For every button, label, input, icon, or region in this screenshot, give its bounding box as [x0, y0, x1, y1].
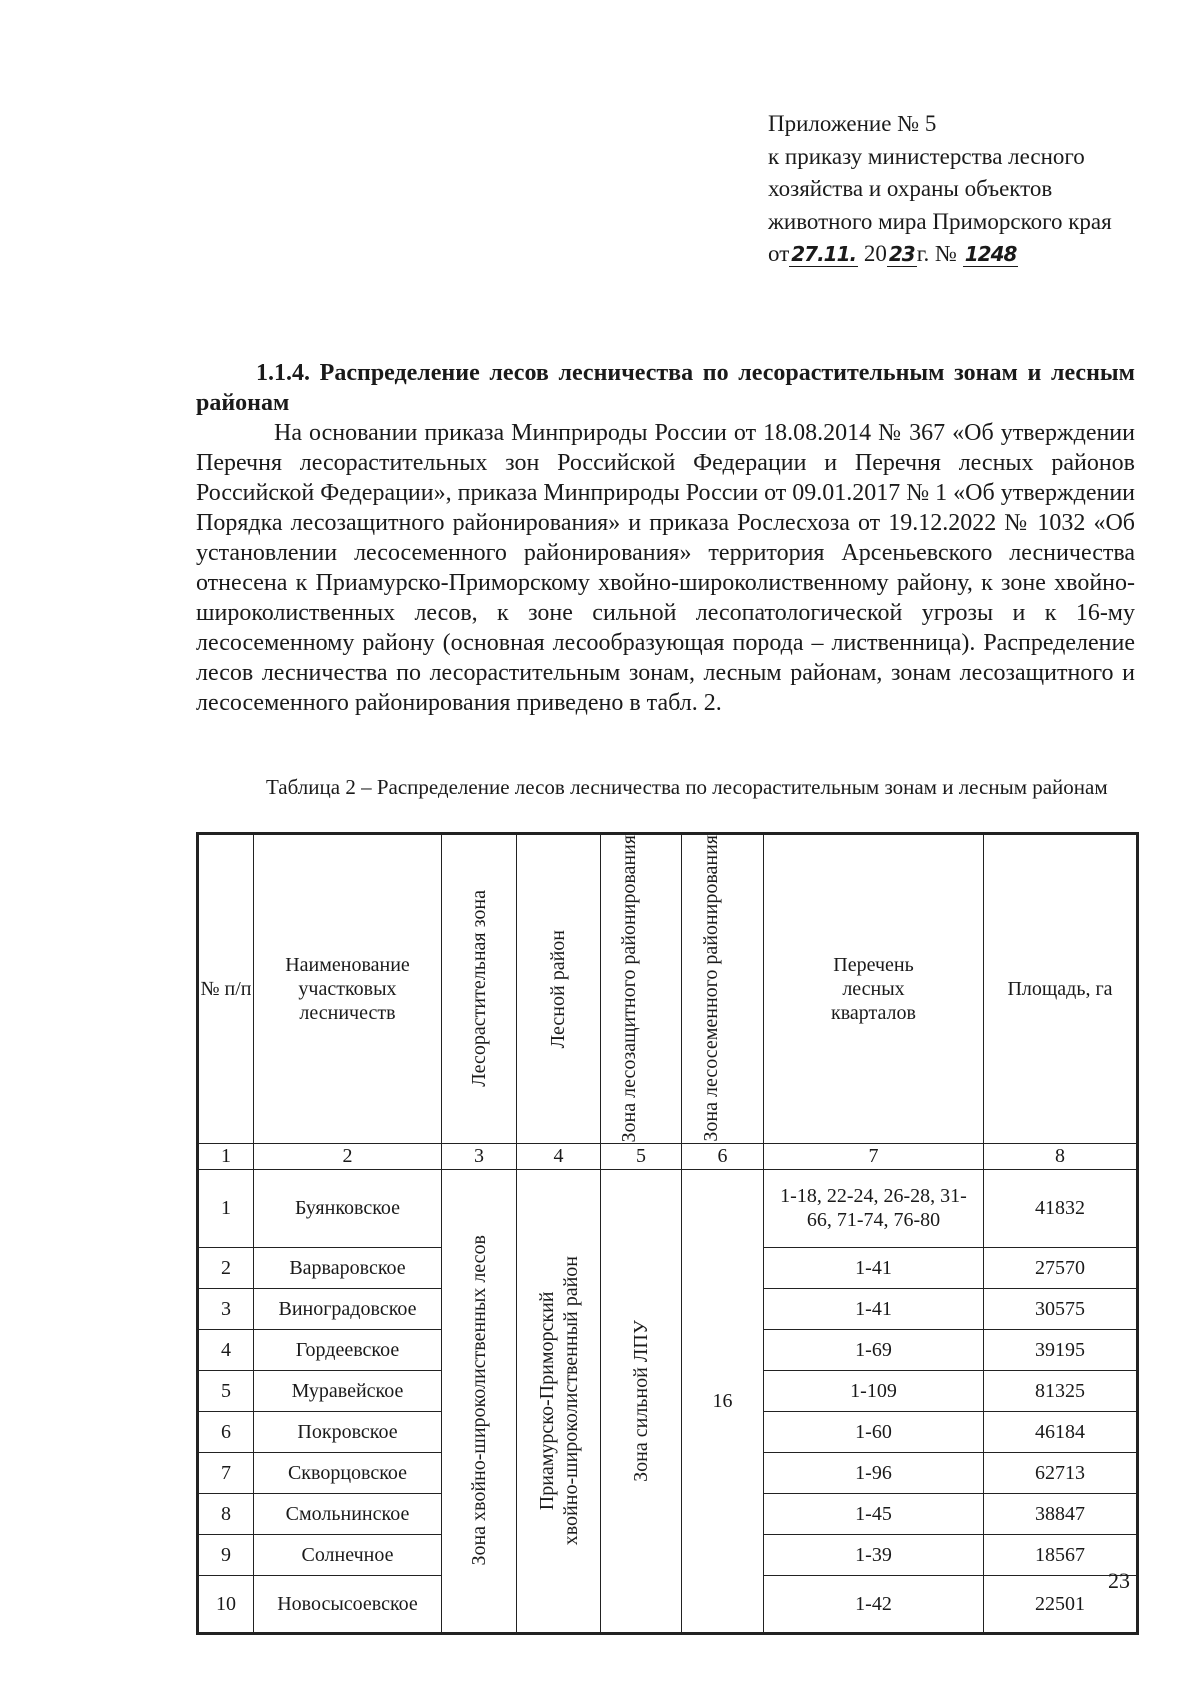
row-name: Новосысоевское: [254, 1575, 442, 1633]
row-name: Смольнинское: [254, 1493, 442, 1534]
row-quarters: 1-18, 22-24, 26-28, 31-66, 71-74, 76-80: [764, 1169, 984, 1247]
appendix-title: Приложение № 5: [768, 111, 937, 136]
section-paragraph: На основании приказа Минприроды России от 18.08.2014 № 367 «Об утверждении Перечня лесорастительных зон Российской Федерации и Перечня лесных районов Российской Федерации», приказа Минприроды России от 09.01.2017 № 1 «Об утверждении Порядка лесозащитного районирования» и приказа Рослесхоза от 19.12.2022 № 1032 «Об установлении лесосеменного районирования» территория Арсеньевского лесничества отнесена к Приамурско-Приморскому хвойно-широколиственному району, к зоне хвойно-широколиственных лесов, к зоне сильной лесопатологической угрозы и к 16-му лесосеменному району (основная лесообразующая порода – лиственница). Распределение лесов лесничества по лесорастительным зонам, лесным районам, зонам лесозащитного и лесосеменного районирования приведено в табл. 2.: [196, 420, 1136, 716]
row-number: 9: [198, 1534, 254, 1575]
col-number: 8: [984, 1143, 1138, 1169]
row-name: Варваровское: [254, 1247, 442, 1288]
header-num: № п/п: [198, 834, 254, 1144]
row-number: 1: [198, 1169, 254, 1247]
header-district-text: Лесной район: [547, 929, 569, 1048]
year-suffix: г. №: [916, 241, 957, 266]
row-area: 38847: [984, 1493, 1138, 1534]
row-number: 7: [198, 1452, 254, 1493]
row-number: 2: [198, 1247, 254, 1288]
row-number: 4: [198, 1329, 254, 1370]
row-area: 22501: [984, 1575, 1138, 1633]
row-area: 62713: [984, 1452, 1138, 1493]
merged-district-line-2: хвойно-широколиственный район: [559, 1255, 582, 1546]
merged-zone-text: Зона хвойно-широколиственных лесов: [468, 1235, 490, 1566]
row-name: Буянковское: [254, 1169, 442, 1247]
handwritten-number: 1248: [964, 242, 1017, 266]
appendix-line-2: к приказу министерства лесного: [768, 143, 1085, 169]
row-area: 30575: [984, 1288, 1138, 1329]
appendix-line-4: животного мира Приморского края: [768, 208, 1112, 234]
row-quarters: 1-109: [764, 1370, 984, 1411]
header-area: Площадь, га: [984, 834, 1138, 1144]
merged-district-cell: [517, 1169, 601, 1633]
appendix-block: [768, 108, 1168, 271]
merged-seed-zone-cell: 16: [682, 1169, 764, 1633]
row-quarters: 1-39: [764, 1534, 984, 1575]
row-number: 8: [198, 1493, 254, 1534]
row-name: Солнечное: [254, 1534, 442, 1575]
merged-district-line-1: Приамурско-Приморский: [535, 1291, 558, 1510]
handwritten-date: 27.11.: [791, 242, 857, 266]
merged-protect-zone-text: Зона сильной ЛПУ: [630, 1319, 652, 1482]
row-name: Скворцовское: [254, 1452, 442, 1493]
merged-district-text: [535, 1256, 583, 1545]
page-number: 23: [1108, 1568, 1130, 1593]
row-number: 6: [198, 1411, 254, 1452]
row-quarters: 1-96: [764, 1452, 984, 1493]
col-number: 3: [442, 1143, 517, 1169]
row-number: 3: [198, 1288, 254, 1329]
row-quarters: 1-69: [764, 1329, 984, 1370]
section-heading: 1.1.4. Распределение лесов лесничества по лесорастительным зонам и лесным районам: [196, 360, 1135, 416]
header-protect-zone: [601, 834, 682, 1144]
column-number-row: [198, 1143, 1138, 1169]
row-name: Виноградовское: [254, 1288, 442, 1329]
row-quarters: 1-41: [764, 1247, 984, 1288]
row-area: 18567: [984, 1534, 1138, 1575]
header-zone: [442, 834, 517, 1144]
merged-zone-cell: [442, 1169, 517, 1633]
row-name: Покровское: [254, 1411, 442, 1452]
col-number: 4: [517, 1143, 601, 1169]
col-number: 5: [601, 1143, 682, 1169]
handwritten-year: 23: [888, 242, 915, 266]
row-name: Муравейское: [254, 1370, 442, 1411]
header-district: [517, 834, 601, 1144]
header-quarters: Перечень лесных кварталов: [764, 834, 984, 1144]
table-caption: Таблица 2 – Распределение лесов лесничества по лесорастительным зонам и лесным районам: [266, 775, 1108, 799]
col-number: 1: [198, 1143, 254, 1169]
table-row: [198, 1169, 1138, 1247]
row-area: 41832: [984, 1169, 1138, 1247]
header-name: Наименование участковых лесничеств: [254, 834, 442, 1144]
year-prefix: 20: [863, 241, 887, 266]
row-quarters: 1-41: [764, 1288, 984, 1329]
header-protect-zone-text: Зона лесозащитного районирования: [618, 835, 640, 1143]
row-name: Гордеевское: [254, 1329, 442, 1370]
appendix-line-3: хозяйства и охраны объектов: [768, 176, 1053, 201]
row-number: 10: [198, 1575, 254, 1633]
from-prefix: от: [768, 241, 790, 266]
row-area: 81325: [984, 1370, 1138, 1411]
table-header-row: [198, 834, 1138, 1144]
col-number: 7: [764, 1143, 984, 1169]
row-area: 39195: [984, 1329, 1138, 1370]
row-area: 27570: [984, 1247, 1138, 1288]
row-quarters: 1-60: [764, 1411, 984, 1452]
merged-protect-zone-cell: [601, 1169, 682, 1633]
header-seed-zone: [682, 834, 764, 1144]
forest-distribution-table: [196, 832, 1139, 1635]
row-number: 5: [198, 1370, 254, 1411]
header-seed-zone-text: Зона лесосеменного районирования: [699, 835, 722, 1143]
row-quarters: 1-45: [764, 1493, 984, 1534]
row-area: 46184: [984, 1411, 1138, 1452]
header-zone-text: Лесорастительная зона: [467, 890, 490, 1088]
col-number: 6: [682, 1143, 764, 1169]
row-quarters: 1-42: [764, 1575, 984, 1633]
col-number: 2: [254, 1143, 442, 1169]
section-body: [196, 358, 1135, 718]
appendix-date-line: [768, 238, 1168, 271]
